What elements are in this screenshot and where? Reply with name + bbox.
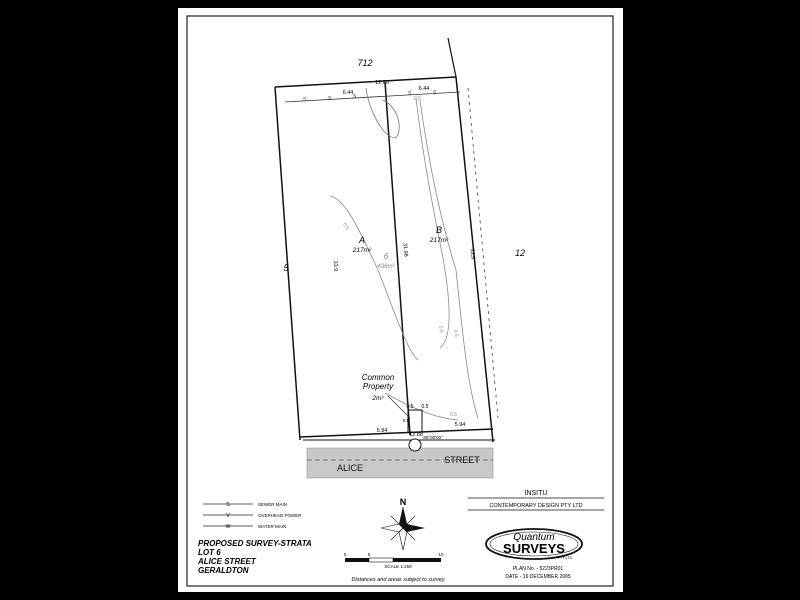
right-boundary <box>456 77 493 442</box>
contour-label-top-left: 0.5 <box>341 222 350 232</box>
legend-symbol-power: V <box>226 513 230 519</box>
lot-b-label: B <box>435 225 443 235</box>
scale-bar <box>345 558 441 562</box>
contour-label-top-right: 0.5 <box>414 96 421 102</box>
plan-drawing <box>178 8 623 592</box>
contour-label-mid-left: 0.5 <box>437 325 445 334</box>
surveyor-brand-2: SURVEYS <box>503 541 565 556</box>
bottom-dim-left: 5.94 <box>376 428 388 434</box>
svg-text:S: S <box>353 94 357 100</box>
top-dim-right: 6.44 <box>418 86 430 92</box>
top-dim-total: 12.60 <box>375 80 389 86</box>
neighbour-north: 712 <box>357 58 373 68</box>
street-name-right: STREET <box>444 455 480 465</box>
scale-label: SCALE 1:250 <box>384 564 412 569</box>
surveyor-suffix: PTY LTD <box>557 556 573 560</box>
neighbour-west: 5 <box>283 263 289 273</box>
bottom-dim-right: 5.94 <box>454 422 466 428</box>
top-dim-left: 6.44 <box>342 90 354 96</box>
plan-number: PLAN No. - 5223PR01 <box>512 566 564 572</box>
common-dim-b: 0.5 <box>421 404 429 410</box>
contour-diagonal <box>330 196 418 360</box>
plan-sheet <box>178 8 623 592</box>
legend-label-water: WATER MAIN <box>258 524 287 529</box>
side-dim-right: 33.9 <box>468 248 476 260</box>
contour-label-bottom: 0.5 <box>450 412 457 418</box>
bottom-dim-total: 12.88 <box>409 432 423 438</box>
bottom-boundary <box>300 429 493 437</box>
common-dim-c: 0.5 <box>402 418 410 423</box>
svg-text:S: S <box>328 96 332 102</box>
common-dim-a: 0.5 <box>406 404 414 410</box>
contour-inner <box>416 98 449 348</box>
client-name: INSITU <box>524 490 548 497</box>
side-dim-centre: 31.98 <box>401 242 409 258</box>
common-label: Common <box>361 373 395 382</box>
survey-note: Distances and areas subject to survey <box>351 577 445 583</box>
legend-symbol-sewer: S <box>226 502 230 508</box>
neighbour-east: 12 <box>514 248 526 258</box>
scale-tick-0: 0 <box>343 552 347 557</box>
surveyor-brand-1: Quantum <box>513 532 555 543</box>
street-pit <box>409 439 421 451</box>
title-line-2: LOT 6 <box>198 548 221 557</box>
legend-symbol-water: W <box>225 524 231 530</box>
common-area: 2m² <box>372 395 384 402</box>
top-right-extension <box>448 38 456 77</box>
client-subtitle: CONTEMPORARY DESIGN PTY LTD <box>489 503 583 509</box>
lot-a-area: 217m² <box>352 247 372 254</box>
title-line-3: ALICE STREET <box>198 557 256 566</box>
title-line-1: PROPOSED SURVEY-STRATA <box>198 539 312 548</box>
common-label-2: Property <box>362 382 394 391</box>
contour-outer <box>420 100 478 418</box>
north-label: N <box>399 497 407 507</box>
lot-b-area: 217m² <box>429 237 449 244</box>
legend-label-sewer: SEWER MAIN <box>258 502 288 507</box>
svg-text:S: S <box>408 91 412 97</box>
centre-lot-label: 6 <box>383 252 389 261</box>
north-arrow <box>381 506 425 550</box>
legend-label-power: OVERHEAD POWER <box>258 513 302 518</box>
title-line-4: GERALDTON <box>198 566 249 575</box>
svg-text:S: S <box>303 97 307 103</box>
bottom-bearing: 89°00'00" <box>423 435 443 440</box>
centre-lot-area: 436m² <box>377 264 395 270</box>
contour-label-mid-right: 0.5 <box>452 329 460 338</box>
side-dim-left: 33.9 <box>331 260 339 272</box>
scale-tick-5: 5 <box>367 552 371 557</box>
street-name-left: ALICE <box>336 463 364 473</box>
scale-tick-10: 10 <box>438 552 444 557</box>
svg-text:S: S <box>433 90 437 96</box>
lot-a-label: A <box>358 235 366 245</box>
plan-date: DATE - 16 DECEMBER 2005 <box>505 574 571 580</box>
